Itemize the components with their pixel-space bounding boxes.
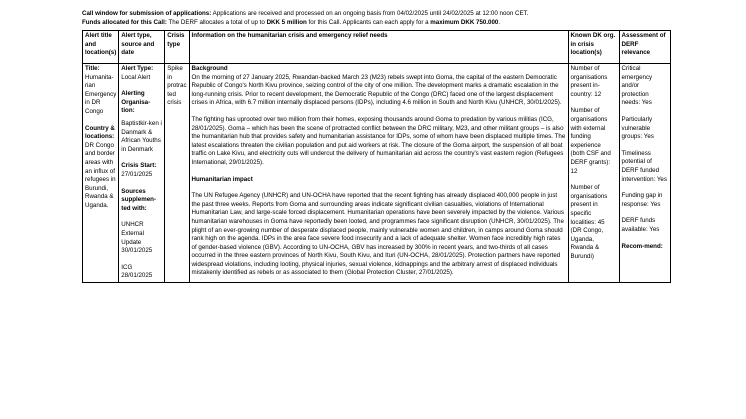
impact-heading: Humanitarian impact <box>191 175 253 183</box>
orgs-present-count: Number of organisations present in-country: 12 <box>570 65 608 98</box>
header-assessment: Assessment of DERF relevance <box>619 31 670 64</box>
cell-alert-type <box>119 64 165 283</box>
cell-information <box>189 64 568 283</box>
funds-label: Funds allocated for this Call: <box>82 19 167 26</box>
call-window-text: Applications are received and processed on an ongoing basis from 04/02/2025 until 24/02/2025 at 12:00 noon CET. <box>211 10 529 17</box>
orgs-specific-localities: Number of organisations present in specific localities: 45 (DR Congo, Uganda, Rwanda & Burundi) <box>570 184 608 260</box>
funds-text-3: . <box>498 19 501 26</box>
cell-alert-title <box>83 64 119 283</box>
source-icg: ICG 28/01/2025 <box>121 263 153 280</box>
title-label: Title: <box>85 65 100 72</box>
header-information: Information on the humanitarian crisis and emergency relief needs <box>189 31 568 64</box>
table-row <box>83 64 671 283</box>
crisis-start-label: Crisis Start: <box>121 162 157 170</box>
header-alert-title: Alert title and location(s) <box>83 31 119 64</box>
header-known-dk-org: Known DK org. in crisis location(s) <box>568 31 619 64</box>
assessment-funding-gap: Funding gap in response: Yes <box>621 192 663 208</box>
funds-max: maximum DKK 750.000 <box>430 19 499 26</box>
background-heading: Background <box>191 65 228 72</box>
source-unhcr: UNHCR External Update 30/01/2025 <box>121 221 153 255</box>
title-value: Humanita-rian Emergency in DR Congo <box>85 73 117 115</box>
background-paragraph-1: On the morning of 27 January 2025, Rwandan-backed March 23 (M23) rebels swept into Goma, the capital of the eastern Democratic Republic of Congo's North Kivu province, seizing control of the city of one million. The development marks a dramatic escalation in the long-running crisis. Prior to recent development, the Democratic Republic of the Congo (DRC) faced one of the largest displacement crises in Africa, with 6.7 million internally displaced persons (IDPs), including 4.6 million in South and North Kivu (UNHCR, 30/01/2025). <box>191 73 562 107</box>
assessment-vulnerable: Particularly vulnerable groups: Yes <box>621 115 654 141</box>
call-window-label: Call window for submission of applications: <box>82 10 212 17</box>
assessment-funds-available: DERF funds available: Yes <box>621 217 660 233</box>
sources-label: Sources supplemen-ted with: <box>121 187 157 212</box>
alert-type-value: Local Alert <box>121 73 151 81</box>
alerting-org-label: Alerting Organisa-tion: <box>121 90 151 115</box>
header-crisis-type: Crisis type <box>165 31 189 64</box>
assessment-recommend: Recom-mend: <box>621 242 663 250</box>
cell-assessment <box>619 64 670 283</box>
alerting-org-value: Baptistkir-ken i Danmark & African Youths in Denmark <box>121 119 162 153</box>
call-notes <box>82 9 742 27</box>
assessment-timeliness: Timeliness potential of DERF funded intervention: Yes <box>621 149 667 183</box>
background-paragraph-2: The fighting has uprooted over two million from their homes, exposing thousands around Goma to predation by various militias (ICG, 28/01/2025). Goma – which has been the scene of protracted conflict between the DRC military, M23, and other militant groups – is also the humanitarian hub that provides safety and humanitarian assistance for IDPs, some of whom have been displaced multiple times. The latest escalations threaten the civilian population and put aid workers at risk. The closure of the Goma airport, the suspension of all boat traffic on Lake Kivu, and electricity cuts will undercut the delivery of humanitarian aid across the country's vast eastern region (Refugees International, 29/01/2025). <box>191 115 566 166</box>
alert-type-label: Alert Type: <box>121 65 154 72</box>
locations-value: DR Congo and border areas with an influx of refugees in Burundi, Rwanda & Uganda. <box>85 141 116 209</box>
cell-known-dk-org <box>568 64 619 283</box>
assessment-critical: Critical emergency and/or protection needs: Yes <box>621 65 653 107</box>
funds-line <box>82 18 742 27</box>
table-header-row <box>83 31 671 64</box>
cell-crisis-type <box>165 64 189 283</box>
header-alert-type: Alert type, source and date <box>119 31 165 64</box>
impact-paragraph: The UN Refugee Agency (UNHCR) and UN-OCHA have reported that the recent fighting has already displaced 400,000 people in just the past three weeks. Reports from Goma and surrounding areas indicate significant civilian casualties, violations of International Humanitarian Law, and large-scale forced displacement. Humanitarian operations have been severely impacted by the violence. Various humanitarian warehouses in Goma have reportedly been looted, and programmes face significant disruption (UNHCR, 30/01/2025). The plight of an ever-growing number of desperate displaced people, mainly vulnerable women and children, in camps around Goma should rank high on the agenda. IDPs in the area face severe food insecurity and a lack of adequate shelter. Women face incredibly high rates of gender-based violence (GBV). According to UN-OCHA, GBV has increased by 300% in recent years, and two-thirds of all cases occurred in the three eastern provinces of North Kivu, South Kivu, and Ituri (UN-OCHA, 28/01/2025). Protection partners have reported widespread violations, including looting, physical injuries, sexual violence, kidnappings and the arbitrary arrest of displaced individuals mistakenly identified as rebels or as associated to them (Global Protection Cluster, 27/01/2025). <box>191 192 564 277</box>
locations-label: Country & locations: <box>85 124 115 141</box>
crisis-type-value: Spike in protrac ted crisis <box>167 65 187 107</box>
crisis-start-value: 27/01/2025 <box>121 170 153 178</box>
alert-table <box>82 30 671 283</box>
funds-text-1: The DERF allocates a total of up to <box>166 19 267 26</box>
funds-amount: DKK 5 million <box>266 19 307 26</box>
orgs-external-funding: Number of organisations with external funding experience (both CSF and DERF grants): 12 <box>570 107 611 175</box>
funds-text-2: for this Call. Applicants can each apply for a <box>306 19 431 26</box>
call-window-line <box>82 9 742 18</box>
